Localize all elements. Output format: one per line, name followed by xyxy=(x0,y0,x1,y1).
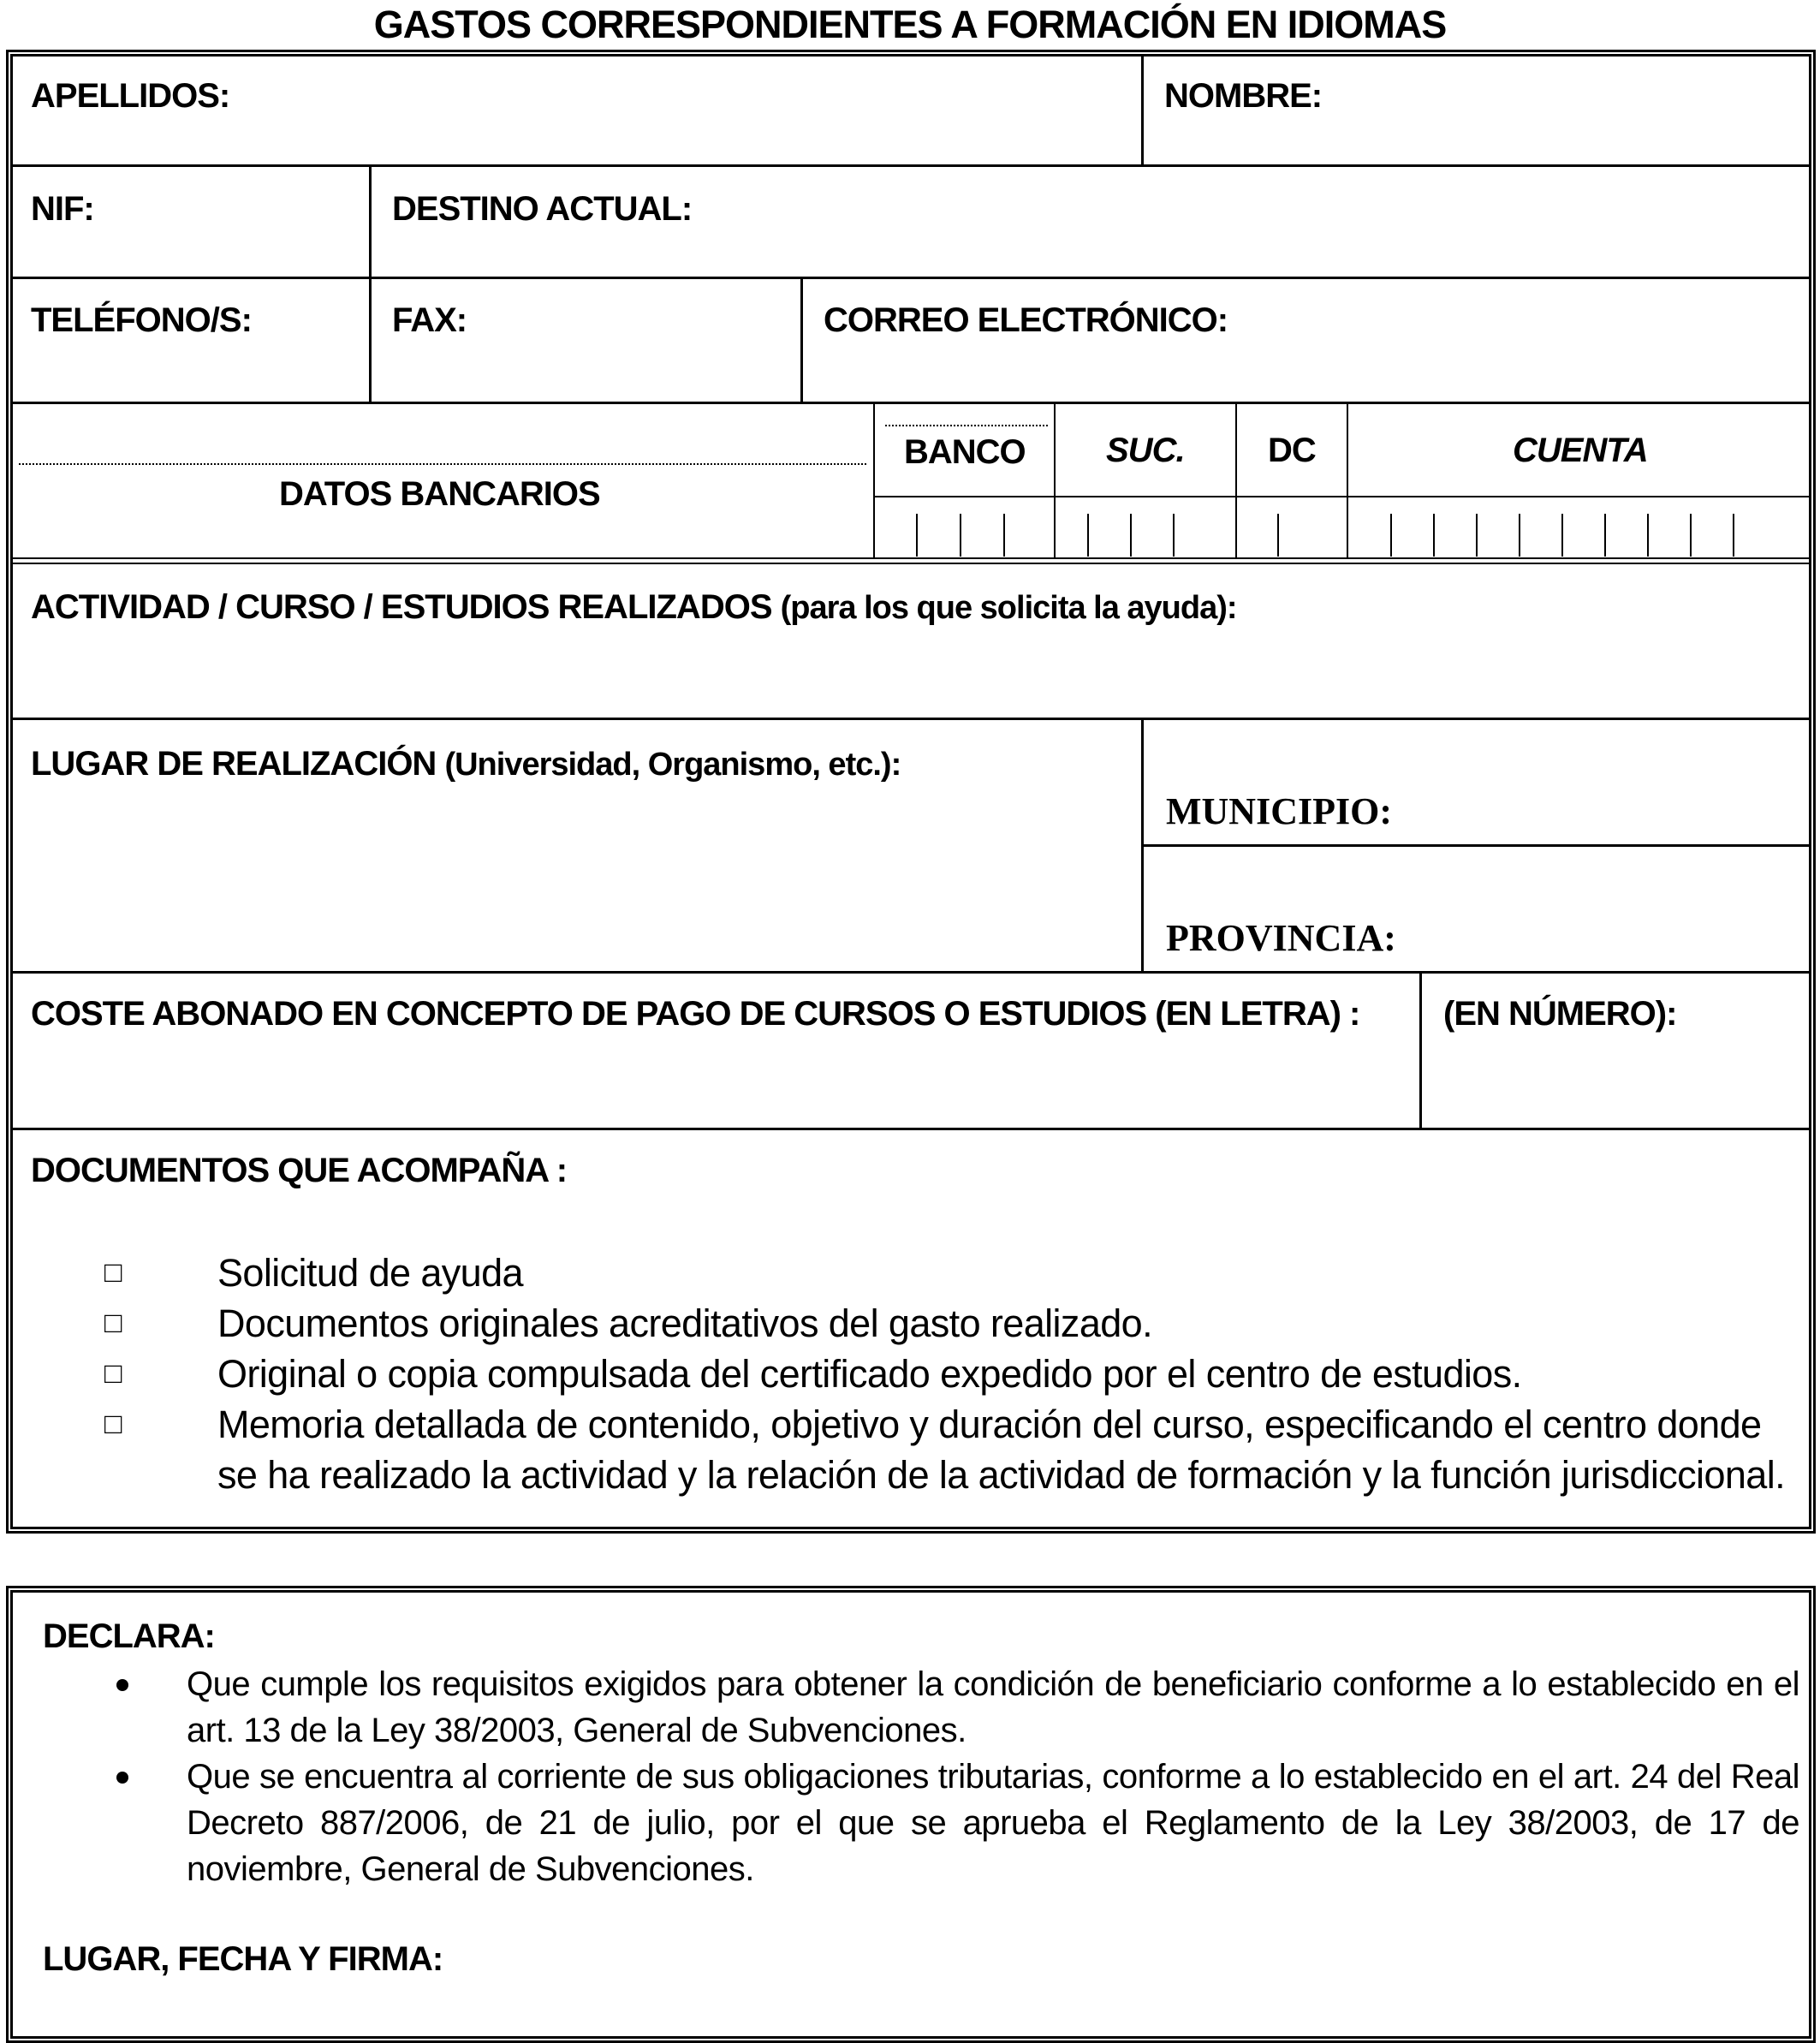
dc-label: DC xyxy=(1268,432,1316,469)
cuenta-digit-tick xyxy=(1604,514,1606,557)
declaration-item-2: Que se encuentra al corriente de sus obligaciones tributarias, conforme a lo establecido en el art. 24 del Real Decreto 887/2006, de 21 de julio, por el que se aprueba el Reglamento de la Ley 38/2003, de 17 de noviembre, General de Subvenciones. xyxy=(187,1758,1799,1888)
coste-numero-label: (EN NÚMERO): xyxy=(1443,995,1677,1033)
suc-label: SUC. xyxy=(1106,432,1185,469)
cuenta-digit-tick xyxy=(1390,514,1392,557)
col-divider-nombre xyxy=(1141,54,1144,165)
checkbox-solicitud[interactable]: □ xyxy=(104,1256,122,1289)
bank-col-cuenta xyxy=(1347,402,1348,558)
provincia-label: PROVINCIA: xyxy=(1166,917,1396,959)
document-item-solicitud: Solicitud de ayuda xyxy=(217,1251,523,1295)
fax-label: FAX: xyxy=(392,301,467,339)
cuenta-digit-tick xyxy=(1519,514,1520,557)
bank-header-rule xyxy=(873,496,1811,497)
destino-label: DESTINO ACTUAL: xyxy=(392,190,693,228)
bank-header-dotted xyxy=(885,425,1048,426)
apellidos-label: APELLIDOS: xyxy=(31,77,230,115)
actividad-label xyxy=(31,588,1237,627)
declaration-bullet-1 xyxy=(116,1679,128,1691)
municipio-label: MUNICIPIO: xyxy=(1166,790,1392,832)
actividad-label-note: (para los que solicita la ayuda): xyxy=(780,590,1237,626)
bank-dotted-rule xyxy=(19,463,866,465)
datos-bancarios-label: DATOS BANCARIOS xyxy=(279,475,600,513)
coste-letra-label: COSTE ABONADO EN CONCEPTO DE PAGO DE CURSOS O ESTUDIOS (EN LETRA) : xyxy=(31,995,1360,1033)
actividad-label-main: ACTIVIDAD / CURSO / ESTUDIOS REALIZADOS xyxy=(31,588,781,626)
col-divider-fax xyxy=(800,277,803,402)
row-divider-bank-double xyxy=(10,557,1811,564)
checkbox-memoria[interactable]: □ xyxy=(104,1408,122,1440)
dc-digit-tick xyxy=(1277,514,1279,557)
suc-digit-tick xyxy=(1173,514,1175,557)
row-divider-2 xyxy=(10,277,1811,279)
form-title: GASTOS CORRESPONDIENTES A FORMACIÓN EN IDIOMAS xyxy=(373,3,1447,46)
col-divider-nif xyxy=(369,164,372,402)
suc-digit-tick xyxy=(1087,514,1089,557)
declaration-item-1: Que cumple los requisitos exigidos para obtener la condición de beneficiario conforme a lo establecido en el art. 13 de la Ley 38/2003, General de Subvenciones. xyxy=(187,1665,1799,1749)
col-divider-numero xyxy=(1419,971,1422,1129)
lugar-label xyxy=(31,745,901,783)
cuenta-digit-tick xyxy=(1690,514,1692,557)
checkbox-certificado[interactable]: □ xyxy=(104,1357,122,1390)
cuenta-digit-tick xyxy=(1561,514,1563,557)
banco-label: BANCO xyxy=(904,433,1026,471)
nombre-label: NOMBRE: xyxy=(1164,77,1323,115)
declara-heading: DECLARA: xyxy=(43,1617,215,1655)
bank-col-dc xyxy=(1235,402,1237,558)
row-divider-7 xyxy=(10,1128,1811,1130)
row-divider-1 xyxy=(10,164,1811,167)
row-divider-6 xyxy=(10,971,1811,974)
cuenta-digit-tick xyxy=(1433,514,1435,557)
cuenta-digit-tick xyxy=(1647,514,1649,557)
cuenta-digit-tick xyxy=(1476,514,1478,557)
bank-col-suc xyxy=(1054,402,1056,558)
bank-table-left xyxy=(873,402,875,558)
checkbox-originales[interactable]: □ xyxy=(104,1307,122,1339)
telefono-label: TELÉFONO/S: xyxy=(31,301,252,339)
cuenta-label: CUENTA xyxy=(1513,432,1648,469)
lugar-label-main: LUGAR DE REALIZACIÓN xyxy=(31,745,445,783)
suc-digit-tick xyxy=(1130,514,1132,557)
banco-digit-tick xyxy=(1003,514,1005,557)
divider-municipio-provincia xyxy=(1141,844,1811,847)
document-item-memoria: Memoria detallada de contenido, objetivo y duración del curso, especificando el centro donde se ha realizado la actividad y la relación de la actividad de formación y la función jurisdiccional. xyxy=(217,1403,1786,1497)
nif-label: NIF: xyxy=(31,190,94,228)
row-divider-3 xyxy=(10,402,1811,404)
document-item-originales: Documentos originales acreditativos del gasto realizado. xyxy=(217,1301,1153,1345)
declaration-bullet-2 xyxy=(116,1772,128,1784)
row-divider-5 xyxy=(10,718,1811,720)
signature-label: LUGAR, FECHA Y FIRMA: xyxy=(43,1940,443,1978)
document-item-certificado: Original o copia compulsada del certificado expedido por el centro de estudios. xyxy=(217,1352,1522,1396)
lugar-label-note: (Universidad, Organismo, etc.): xyxy=(444,747,901,783)
banco-digit-tick xyxy=(960,514,961,557)
correo-label: CORREO ELECTRÓNICO: xyxy=(824,301,1228,339)
documentos-label: DOCUMENTOS QUE ACOMPAÑA : xyxy=(31,1152,568,1189)
banco-digit-tick xyxy=(916,514,918,557)
cuenta-digit-tick xyxy=(1733,514,1734,557)
